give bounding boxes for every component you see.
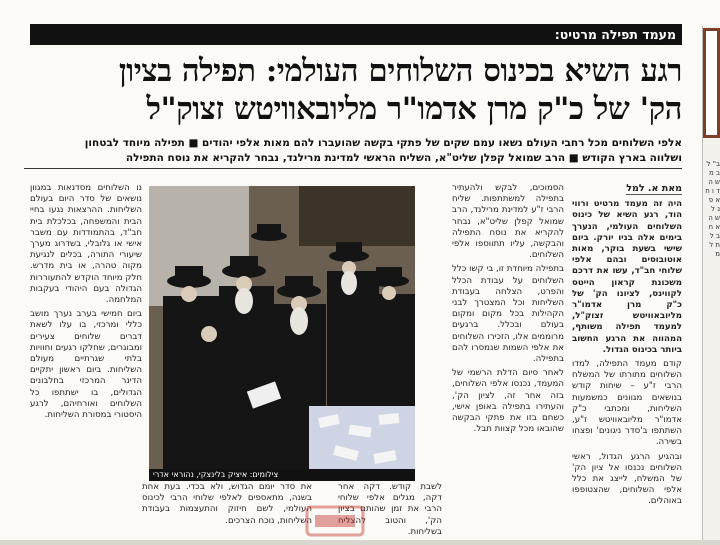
headline-line-2: הק' של כ"ק מרן אדמו"ר מליובאוויטש זצוק"ל [146,91,682,127]
paragraph: לאחר סיום הדלת הרשמי של המעמד, נכנסו אלפי השלוחים, בזה אחר זה, לציון הק', והעתירו בתפילה באופן אישי, כשחם בזו את פתקי הבקשה שהובאו מכל קצוות תבל. [452,368,564,435]
section-kicker: מעמד תפילה מרטיט: [30,24,682,45]
article-photo [149,186,415,478]
crowd-photo-illustration [149,186,415,478]
subheadline-line-1: אלפי השלוחים מכל רחבי העולם נשאו עמם שקים של פתקי בקשה שהועברו להם מאות אלפי יהודים ■ תפילה מיוחד לבטחון [84,137,682,149]
paragraph: נו השלוחים מסדנאות במגוון נושאים של סדר היום בעולם השליחות. ההרצאות נגעו בחיי הבית והמשפחה, בכלכלת בית חב"ד, בהתמודדות עם משבר אישי או גלובלי, בשדרוג מערך שיעורי התורה, בכלים לנגיעת מקוה טהרה, או בית מדרש. חלק מיוחד הוקדש להתעוררות הגדולה בעם היהודי בעקבות המלחמה. [30,183,142,306]
article-column-4 [30,183,142,424]
headline [24,52,682,128]
byline: מאת א. למל [626,183,682,194]
paragraph: לשבת קודש. דקה אחר דקה, מגלים אלפי שלוחי הרבי את זמן שהותם בציון הק', והטוב להצליח בשליחות. [338,482,442,537]
paragraph: את סדר יומם הגדוש, ולא בכדי. בעת אחת בשנה, מתאספים לאלפי שלוחי הרבי לכינוס העולמי, לשם חיזוק והתעצמות בעבודת השליחות, נוכח הצרכים. [142,482,312,526]
article-column-2 [452,183,564,438]
page-bottom-edge [0,540,720,545]
article-column-1 [572,183,682,511]
headline-line-1: רגע השיא בכינוס השלוחים העולמי: תפילה בציון [118,53,682,89]
paragraph: ובהגיע הרגע הגדול, ראשי השלוחים נכנסו אל ציון הק' של המשלח, לייצג את כלל אלפי השלוחים, שהצטופפו באוהלים. [572,451,682,507]
lead-paragraph: היה זה מעמד מרטיט ורווי הוד, רגע השיא של כינוס השלוחים העולמי, הנערך בימים אלה בניו יורק. ביום שישי בשעת בוקר, מאות אוטובוסים ובהם אלפי שלוחי חב"ד, עשו את דרכם משכונת קראון הייטס לקווינס, לציונו הק' של כ"ק מרן אדמו"ר מליובאוויטש זצוק"ל, למעמד תפילה משותף, המהווה את הרגע החשוב ביותר בכינוס הגדול. [572,199,682,355]
paragraph: בתפילה מיוחדת זו, בי קשו כלל השלוחים על עבודת הכלל והפרט, הצלחה בעבודת השליחות וכל המצטרך לבני הקהילות בכל מקום ומקום בעולם ובכלל. ברגעים מרוממים אלו, הזכירו השלוחים את אלפי השמות שנמסרו להם בתפילה. [452,264,564,365]
article-column-5 [142,482,312,530]
adjacent-page-box [703,28,720,138]
paragraph: קודם מעמד התפילה, למדו השלוחים מתורתו של המשלח הרבי ז"ע – שיחות קודש בנושאים מגוונים כמשמעות השליחות, ומכתבי כ"ק אדמו"ר מליובאוויטש ז"ע, השתתפו ב'סדר ניגונים' ופצחו בשירה. [572,359,682,448]
adjacent-page-text: ב" ל ב מ ש ה ד ו ח א פ נ ל ש ה א ח ב ל ת ל מ [705,160,720,258]
paragraph: הסמוכים, לבקש ולהעתיר בתפילה למשתתפות. שליח הרבי ז"ע למדינת מרילנד, הרב שמואל קפלן שליט"א, נבחר להקריא את נוסח התפילה והבקשה, עליו תתווספו אלפי השלוחים. [452,183,564,261]
watermark-logo [305,503,365,539]
paragraph: ביום חמישי בערב נערך מושב כללי ומרכזי, בו עלו לשאת דברים שלוחים צעירים ומבוגרים, שחלקו רגעים וחוויות בלתי שגרתיים מעולם השליחות. ביום ראשון יתקיים הדינר המרכזי בחלבונים הגדולים, בו ישתתפו כל השלוחים ואורחיהם, לרגע היסטורי במסורת השליחות. [30,309,142,421]
subheadline [24,136,682,169]
subheadline-line-2: ושלווה בארץ הקודש ■ הרב שמואל קפלן שליט"א, השליח הראשי למדינת מרילנד, נבחר להקריא את נוסח התפילה [125,151,682,164]
photo-credit: צילומים: איציק בלינצקי, נהוראי אדרי [149,469,415,481]
